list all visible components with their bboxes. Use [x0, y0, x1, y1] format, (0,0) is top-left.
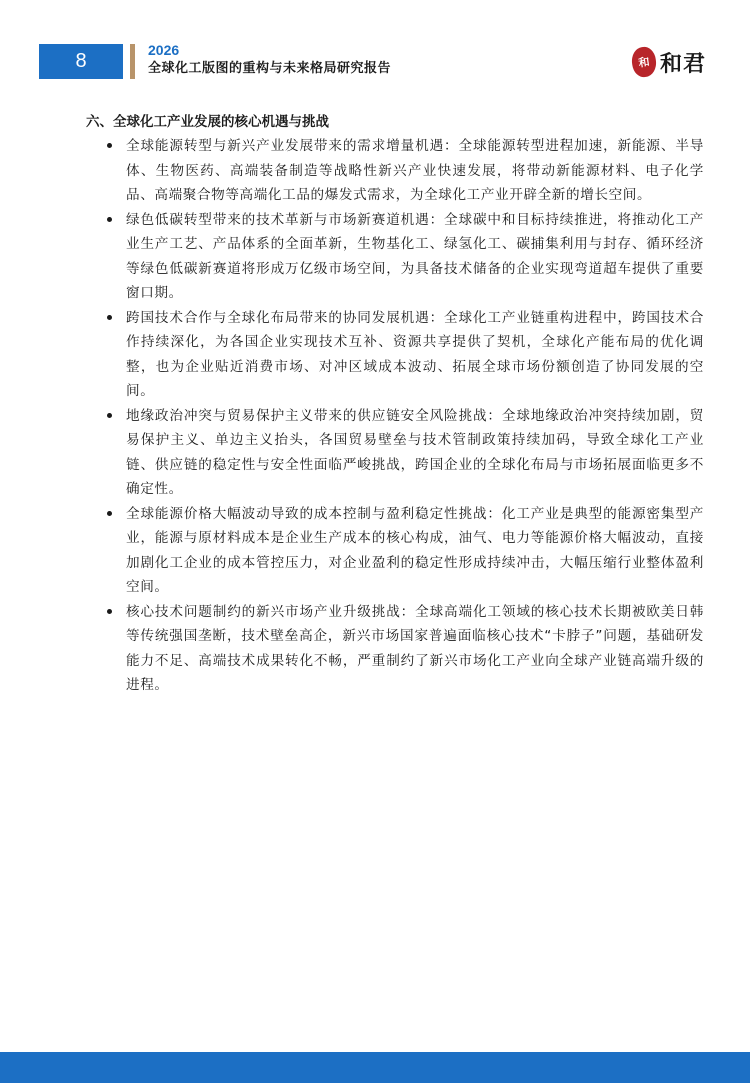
- bullet-list: [104, 134, 704, 698]
- logo-seal: 和: [630, 45, 658, 78]
- list-item-text: 绿色低碳转型带来的技术革新与市场新赛道机遇：全球碳中和目标持续推进，将推动化工产业生产工艺、产品体系的全面革新，生物基化工、绿氢化工、碳捕集利用与封存、循环经济等绿色低碳新赛道将形成万亿级市场空间，为具备技术储备的企业实现弯道超车提供了重要窗口期。: [126, 211, 704, 301]
- page-number: 8: [75, 50, 87, 72]
- list-item: [104, 306, 704, 404]
- list-item-text: 地缘政治冲突与贸易保护主义带来的供应链安全风险挑战：全球地缘政治冲突持续加剧，贸易保护主义、单边主义抬头，各国贸易壁垒与技术管制政策持续加码，导致全球化工产业链、供应链的稳定性与安全性面临严峻挑战，跨国企业的全球化布局与市场拓展面临更多不确定性。: [126, 407, 704, 497]
- list-item-text: 核心技术问题制约的新兴市场产业升级挑战：全球高端化工领域的核心技术长期被欧美日韩等传统强国垄断，技术壁垒高企，新兴市场国家普遍面临核心技术“卡脖子”问题，基础研发能力不足、高端技术成果转化不畅，严重制约了新兴市场化工产业向全球产业链高端升级的进程。: [126, 603, 704, 693]
- bullet-icon: [107, 413, 112, 418]
- header-year: 2026: [148, 42, 180, 58]
- section-heading: 六、全球化工产业发展的核心机遇与挑战: [86, 114, 329, 130]
- bullet-icon: [107, 609, 112, 614]
- page-number-badge: [39, 44, 123, 79]
- bullet-icon: [107, 511, 112, 516]
- list-item: [104, 134, 704, 208]
- report-title: 全球化工版图的重构与未来格局研究报告: [148, 61, 392, 76]
- bullet-icon: [107, 217, 112, 222]
- list-item: [104, 600, 704, 698]
- footer-bar: [0, 1052, 750, 1083]
- list-item: [104, 208, 704, 306]
- list-item: [104, 502, 704, 600]
- bullet-icon: [107, 143, 112, 148]
- bullet-icon: [107, 315, 112, 320]
- list-item: [104, 404, 704, 502]
- list-item-text: 全球能源价格大幅波动导致的成本控制与盈利稳定性挑战：化工产业是典型的能源密集型产业，能源与原材料成本是企业生产成本的核心构成，油气、电力等能源价格大幅波动，直接加剧化工企业的成本管控压力，对企业盈利的稳定性形成持续冲击，大幅压缩行业整体盈利空间。: [126, 505, 704, 595]
- list-item-text: 跨国技术合作与全球化布局带来的协同发展机遇：全球化工产业链重构进程中，跨国技术合作持续深化，为各国企业实现技术互补、资源共享提供了契机，全球化产能布局的优化调整，也为企业贴近消费市场、对冲区域成本波动、拓展全球市场份额创造了协同发展的空间。: [126, 309, 704, 399]
- logo-text: 和君: [660, 51, 707, 77]
- header-divider: [130, 44, 135, 79]
- company-logo: [632, 44, 724, 80]
- list-item-text: 全球能源转型与新兴产业发展带来的需求增量机遇：全球能源转型进程加速，新能源、半导体、生物医药、高端装备制造等战略性新兴产业快速发展，将带动新能源材料、电子化学品、高端聚合物等高端化工品的爆发式需求，为全球化工产业开辟全新的增长空间。: [126, 138, 704, 203]
